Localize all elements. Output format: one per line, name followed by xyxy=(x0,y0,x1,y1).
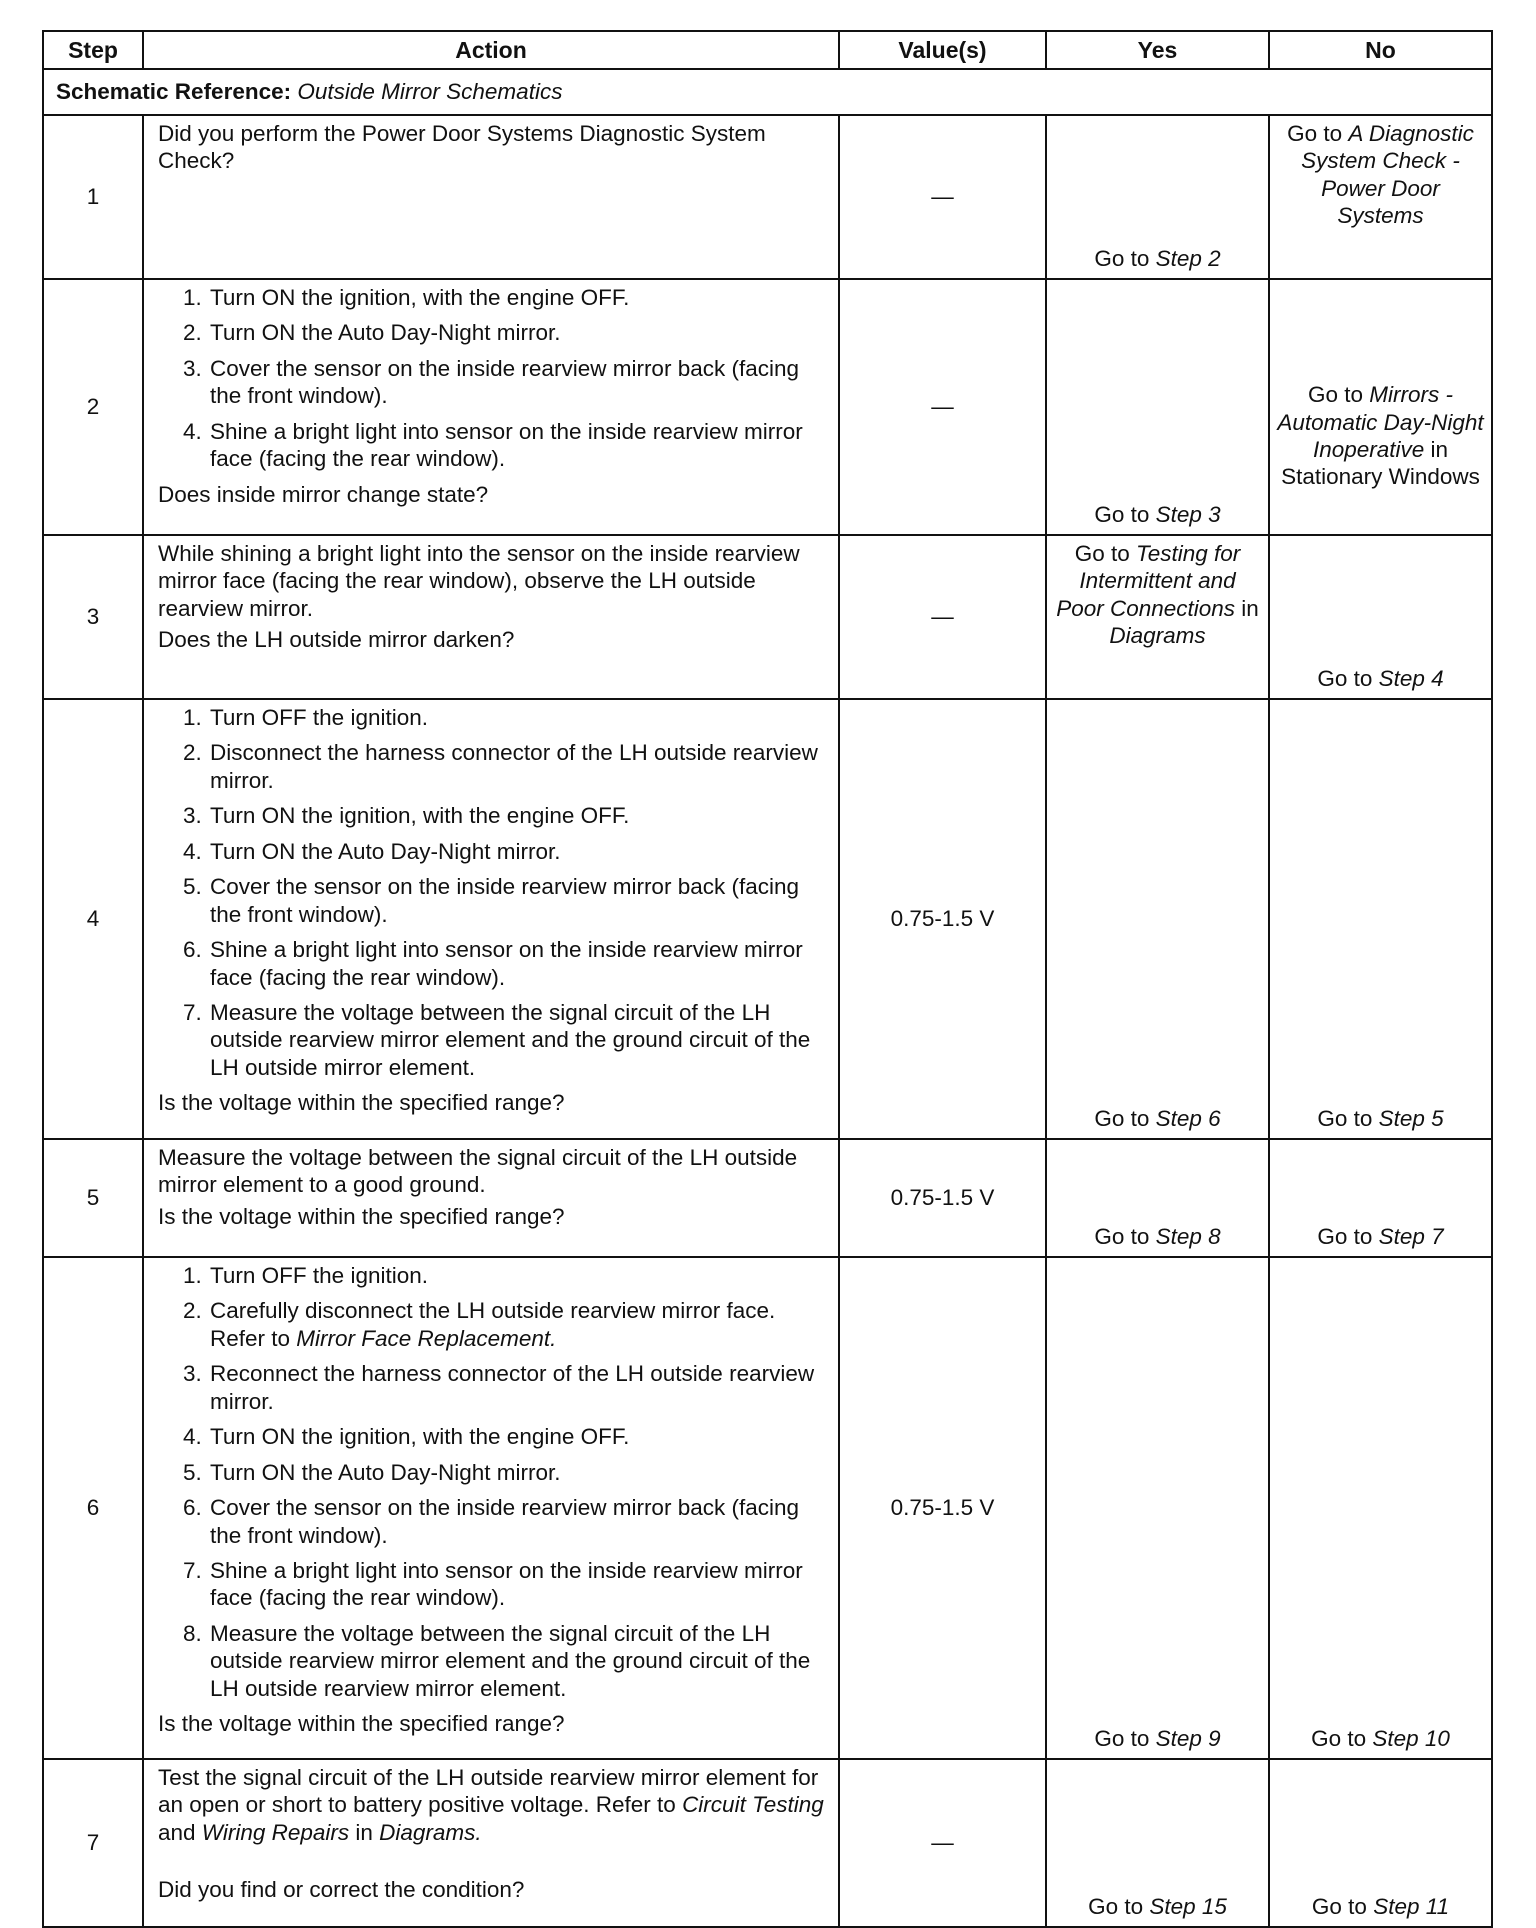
value-cell: 0.75-1.5 V xyxy=(839,1139,1046,1257)
header-row xyxy=(43,31,1492,69)
no-suffix: in Stationary Windows xyxy=(1281,437,1480,490)
step-number: 1 xyxy=(43,115,143,279)
action-text: Measure the voltage between the signal circuit of the LH outside mirror element to a good ground. xyxy=(158,1145,798,1198)
yes-link[interactable]: Step 8 xyxy=(1155,1223,1221,1249)
no-cell xyxy=(1269,535,1492,699)
value-cell: — xyxy=(839,115,1046,279)
header-action: Action xyxy=(143,31,839,69)
header-step: Step xyxy=(43,31,143,69)
list-item: 4. Turn ON the Auto Day-Night mirror. xyxy=(208,838,824,865)
yes-link-2[interactable]: Diagrams xyxy=(1109,623,1206,649)
header-no: No xyxy=(1269,31,1492,69)
yes-link[interactable]: Testing for Intermittent and Poor Connections xyxy=(1056,541,1241,621)
yes-mid: in xyxy=(1235,595,1259,621)
yes-cell xyxy=(1046,1257,1269,1759)
diagnostic-table xyxy=(42,30,1493,1928)
yes-link[interactable]: Step 6 xyxy=(1155,1105,1221,1131)
yes-link[interactable]: Step 9 xyxy=(1155,1725,1221,1751)
step-number: 6 xyxy=(43,1257,143,1759)
circuit-testing-link[interactable]: Circuit Testing xyxy=(682,1792,824,1818)
list-item: 6. Cover the sensor on the inside rearview mirror back (facing the front window). xyxy=(208,1494,824,1549)
list-item: 2. Disconnect the harness connector of the LH outside rearview mirror. xyxy=(208,739,824,794)
table-row xyxy=(43,535,1492,699)
yes-prefix: Go to xyxy=(1088,1893,1150,1919)
action-question: Does the LH outside mirror darken? xyxy=(158,627,515,653)
list-item: 5. Turn ON the Auto Day-Night mirror. xyxy=(208,1459,824,1486)
action-cell xyxy=(143,699,839,1139)
list-item: 1. Turn OFF the ignition. xyxy=(208,1262,824,1289)
action-text xyxy=(158,1764,824,1846)
no-prefix: Go to xyxy=(1317,665,1379,691)
yes-link[interactable]: Step 2 xyxy=(1155,245,1221,271)
list-item: 5. Cover the sensor on the inside rearview mirror back (facing the front window). xyxy=(208,873,824,928)
no-prefix: Go to xyxy=(1311,1893,1374,1919)
action-list xyxy=(158,284,824,473)
value-cell: — xyxy=(839,1759,1046,1927)
list-item: 4. Shine a bright light into sensor on the inside rearview mirror face (facing the rear window). xyxy=(208,418,824,473)
yes-cell xyxy=(1046,279,1269,535)
action-mid-2: in xyxy=(349,1819,380,1845)
no-link[interactable]: Step 7 xyxy=(1378,1223,1444,1249)
yes-cell xyxy=(1046,699,1269,1139)
no-cell xyxy=(1269,1257,1492,1759)
header-value: Value(s) xyxy=(839,31,1046,69)
action-text: While shining a bright light into the sensor on the inside rearview mirror face (facing the rear window), observe the LH outside rearview mirror. xyxy=(158,541,800,621)
list-item: 1. Turn ON the ignition, with the engine OFF. xyxy=(208,284,824,311)
diagrams-link[interactable]: Diagrams. xyxy=(379,1819,482,1845)
action-cell xyxy=(143,1139,839,1257)
action-cell xyxy=(143,279,839,535)
action-question: Did you find or correct the condition? xyxy=(158,1877,525,1903)
yes-cell xyxy=(1046,535,1269,699)
no-link[interactable]: Step 10 xyxy=(1372,1725,1450,1751)
step-number: 7 xyxy=(43,1759,143,1927)
action-cell xyxy=(143,535,839,699)
no-prefix: Go to xyxy=(1307,382,1370,408)
action-cell xyxy=(143,115,839,279)
yes-prefix: Go to xyxy=(1094,1105,1156,1131)
step-number: 4 xyxy=(43,699,143,1139)
schematic-reference-row xyxy=(43,69,1492,115)
action-prefix: Test the signal circuit of the LH outside rearview mirror element for an open or short to battery positive voltage. Refer to xyxy=(158,1765,819,1818)
value-cell: 0.75-1.5 V xyxy=(839,1257,1046,1759)
no-prefix: Go to xyxy=(1317,1223,1379,1249)
no-prefix: Go to xyxy=(1317,1105,1379,1131)
action-mid: and xyxy=(158,1819,202,1845)
value-cell: — xyxy=(839,279,1046,535)
list-item: 7. Shine a bright light into sensor on the inside rearview mirror face (facing the rear window). xyxy=(208,1557,824,1612)
no-link[interactable]: Step 11 xyxy=(1373,1893,1450,1919)
schematic-reference-label: Schematic Reference: xyxy=(56,79,292,105)
no-link[interactable]: Mirrors - Automatic Day-Night Inoperative xyxy=(1277,382,1484,462)
action-question: Is the voltage within the specified range? xyxy=(158,1711,565,1737)
header-yes: Yes xyxy=(1046,31,1269,69)
action-list xyxy=(158,704,824,1081)
value-cell: — xyxy=(839,535,1046,699)
list-item: 3. Turn ON the ignition, with the engine OFF. xyxy=(208,802,824,829)
yes-link[interactable]: Step 3 xyxy=(1155,501,1221,527)
no-prefix: Go to xyxy=(1287,121,1349,146)
wiring-repairs-link[interactable]: Wiring Repairs xyxy=(201,1819,350,1845)
table-row xyxy=(43,115,1492,279)
list-item: 6. Shine a bright light into sensor on the inside rearview mirror face (facing the rear window). xyxy=(208,936,824,991)
yes-prefix: Go to xyxy=(1094,1725,1156,1751)
table-row xyxy=(43,1139,1492,1257)
list-item: 8. Measure the voltage between the signal circuit of the LH outside rearview mirror element and the ground circuit of the LH outside rearview mirror element. xyxy=(208,1620,824,1702)
action-question: Is the voltage within the specified range? xyxy=(158,1090,565,1116)
list-item: 4. Turn ON the ignition, with the engine OFF. xyxy=(208,1423,824,1450)
list-item: 7. Measure the voltage between the signal circuit of the LH outside rearview mirror element and the ground circuit of the LH outside mirror element. xyxy=(208,999,824,1081)
yes-prefix: Go to xyxy=(1074,541,1137,566)
action-cell xyxy=(143,1759,839,1927)
no-cell xyxy=(1269,1139,1492,1257)
action-question: Does inside mirror change state? xyxy=(158,481,489,507)
no-link[interactable]: Step 5 xyxy=(1378,1105,1444,1131)
no-cell xyxy=(1269,699,1492,1139)
list-item: 3. Cover the sensor on the inside rearview mirror back (facing the front window). xyxy=(208,355,824,410)
no-cell xyxy=(1269,279,1492,535)
action-question: Is the voltage within the specified range? xyxy=(158,1203,565,1229)
list-item: 3. Reconnect the harness connector of the LH outside rearview mirror. xyxy=(208,1360,824,1415)
step-number: 5 xyxy=(43,1139,143,1257)
action-list xyxy=(158,1262,824,1702)
yes-cell xyxy=(1046,115,1269,279)
yes-prefix: Go to xyxy=(1094,1223,1156,1249)
yes-link[interactable]: Step 15 xyxy=(1149,1893,1227,1919)
yes-cell xyxy=(1046,1139,1269,1257)
yes-prefix: Go to xyxy=(1094,245,1156,271)
table-row xyxy=(43,279,1492,535)
schematic-reference xyxy=(43,69,1492,115)
list-item-text: Carefully disconnect the LH outside rearview mirror face. Refer to xyxy=(210,1298,776,1351)
table-row xyxy=(43,1257,1492,1759)
mirror-face-replacement-link[interactable]: Mirror Face Replacement. xyxy=(296,1325,557,1351)
action-text: Did you perform the Power Door Systems Diagnostic System Check? xyxy=(158,121,766,174)
yes-cell xyxy=(1046,1759,1269,1927)
list-item xyxy=(208,1297,824,1352)
schematic-reference-link[interactable]: Outside Mirror Schematics xyxy=(297,79,563,105)
step-number: 3 xyxy=(43,535,143,699)
no-link[interactable]: A Diagnostic System Check - Power Door Systems xyxy=(1301,121,1474,229)
list-item: 2. Turn ON the Auto Day-Night mirror. xyxy=(208,319,824,346)
no-link[interactable]: Step 4 xyxy=(1378,665,1444,691)
table-row xyxy=(43,699,1492,1139)
no-cell xyxy=(1269,115,1492,279)
list-item: 1. Turn OFF the ignition. xyxy=(208,704,824,731)
no-prefix: Go to xyxy=(1311,1725,1373,1751)
step-number: 2 xyxy=(43,279,143,535)
no-cell xyxy=(1269,1759,1492,1927)
yes-prefix: Go to xyxy=(1094,501,1156,527)
action-cell xyxy=(143,1257,839,1759)
value-cell: 0.75-1.5 V xyxy=(839,699,1046,1139)
table-row xyxy=(43,1759,1492,1927)
